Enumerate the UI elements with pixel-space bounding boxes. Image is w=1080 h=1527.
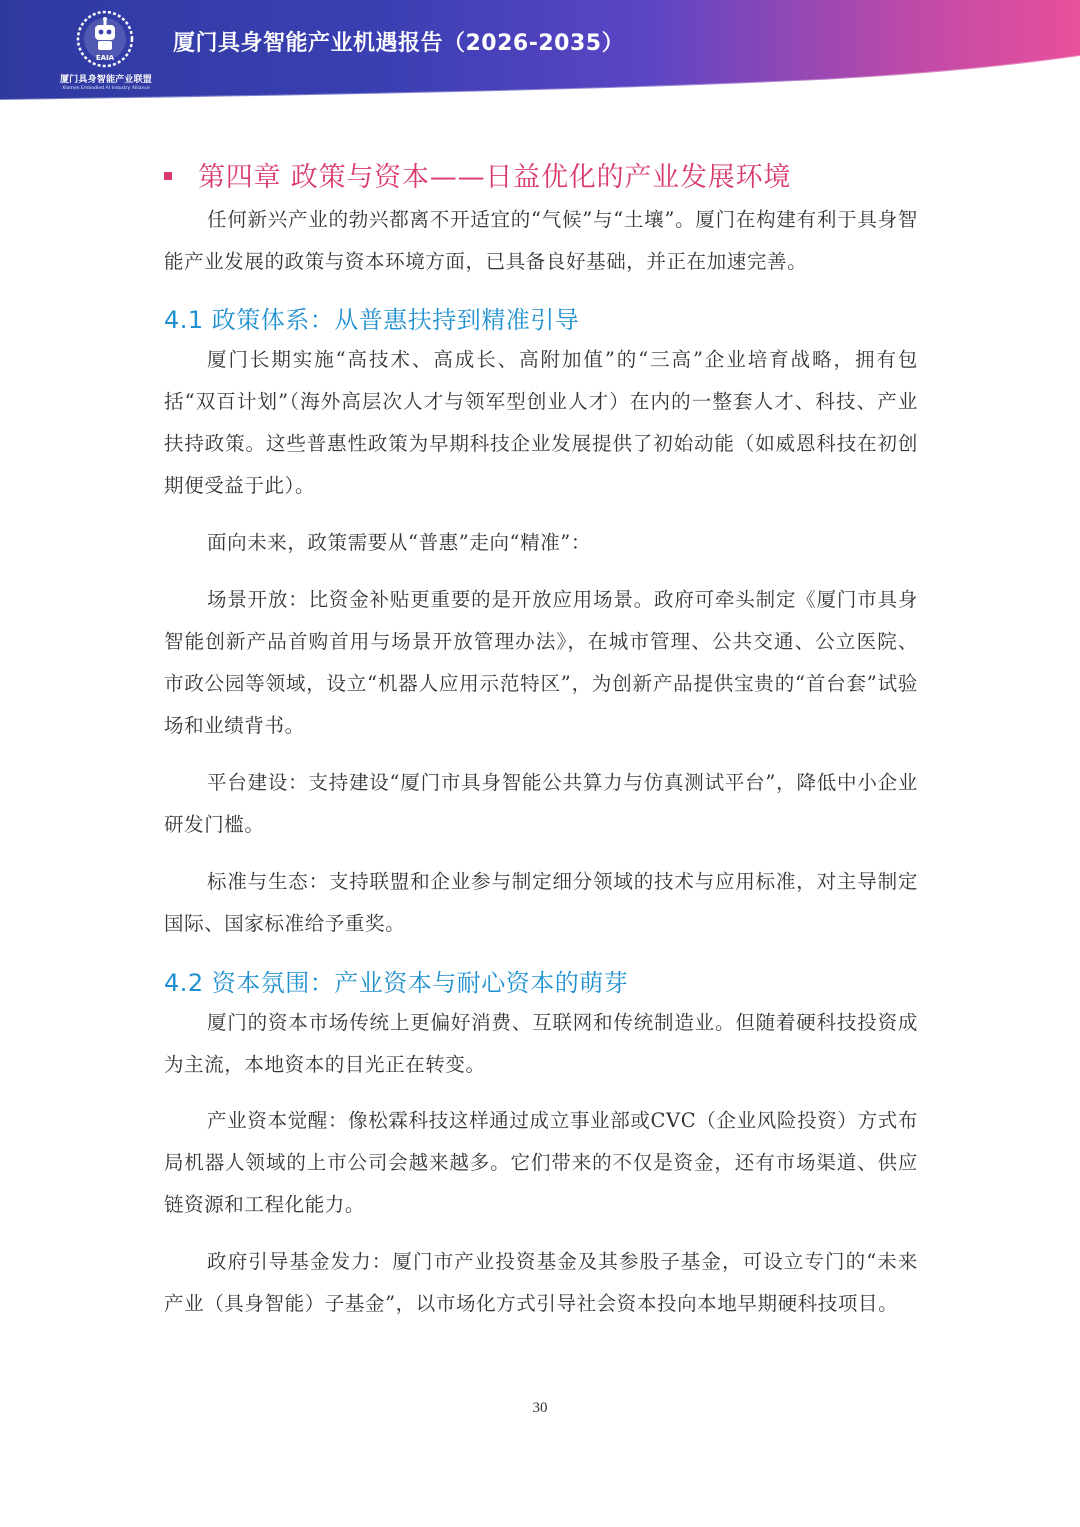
body-paragraph: 厦门长期实施“高技术、高成长、高附加值”的“三高”企业培育战略，拥有包括“双百计划”（海外高层次人才与领军型创业人才）在内的一整套人才、科技、产业扶持政策。这些普惠性政策为早期科技企业发展提供了初始动能（如威恩科技在初创期便受益于此）。	[164, 348, 918, 497]
body-paragraph: 厦门的资本市场传统上更偏好消费、互联网和传统制造业。但随着硬科技投资成为主流，本地资本的目光正在转变。	[164, 1011, 918, 1076]
logo-name: 厦门具身智能产业联盟	[59, 75, 152, 85]
body-paragraph: 场景开放：比资金补贴更重要的是开放应用场景。政府可牵头制定《厦门市具身智能创新产品首购首用与场景开放管理办法》，在城市管理、公共交通、公立医院、市政公园等领域，设立“机器人应用示范特区”，为创新产品提供宝贵的“首台套”试验场和业绩背书。	[164, 588, 918, 737]
body-paragraph: 面向未来，政策需要从“普惠”走向“精准”：	[207, 531, 591, 554]
body-paragraph: 政府引导基金发力：厦门市产业投资基金及其参股子基金，可设立专门的“未来产业（具身智能）子基金”，以市场化方式引导社会资本投向本地早期硬科技项目。	[164, 1250, 918, 1315]
section-heading: 4.1 政策体系：从普惠扶持到精准引导	[164, 306, 580, 334]
logo-english-name: Xiamen Embodied AI Industry Alliance	[62, 86, 150, 91]
chapter-intro-paragraph: 任何新兴产业的勃兴都离不开适宜的“气候”与“土壤”。厦门在构建有利于具身智能产业发展的政策与资本环境方面，已具备良好基础，并正在加速完善。	[164, 208, 918, 273]
body-paragraph: 标准与生态：支持联盟和企业参与制定细分领域的技术与应用标准，对主导制定国际、国家标准给予重奖。	[164, 870, 918, 935]
section-heading: 4.2 资本氛围：产业资本与耐心资本的萌芽	[164, 969, 629, 997]
chapter-bullet-icon	[164, 172, 172, 180]
report-title: 厦门具身智能产业机遇报告（2026-2035）	[173, 31, 625, 56]
chapter-title	[164, 157, 964, 199]
chapter-title-text: 第四章 政策与资本——日益优化的产业发展环境	[198, 162, 792, 193]
body-paragraph: 平台建设：支持建设“厦门市具身智能公共算力与仿真测试平台”，降低中小企业研发门槛。	[164, 771, 918, 836]
body-paragraph: 产业资本觉醒：像松霖科技这样通过成立事业部或CVC（企业风险投资）方式布局机器人领域的上市公司会越来越多。它们带来的不仅是资金，还有市场渠道、供应链资源和工程化能力。	[164, 1109, 918, 1216]
logo-badge-text: EAIA	[95, 54, 115, 62]
page-number: 30	[532, 1400, 548, 1416]
